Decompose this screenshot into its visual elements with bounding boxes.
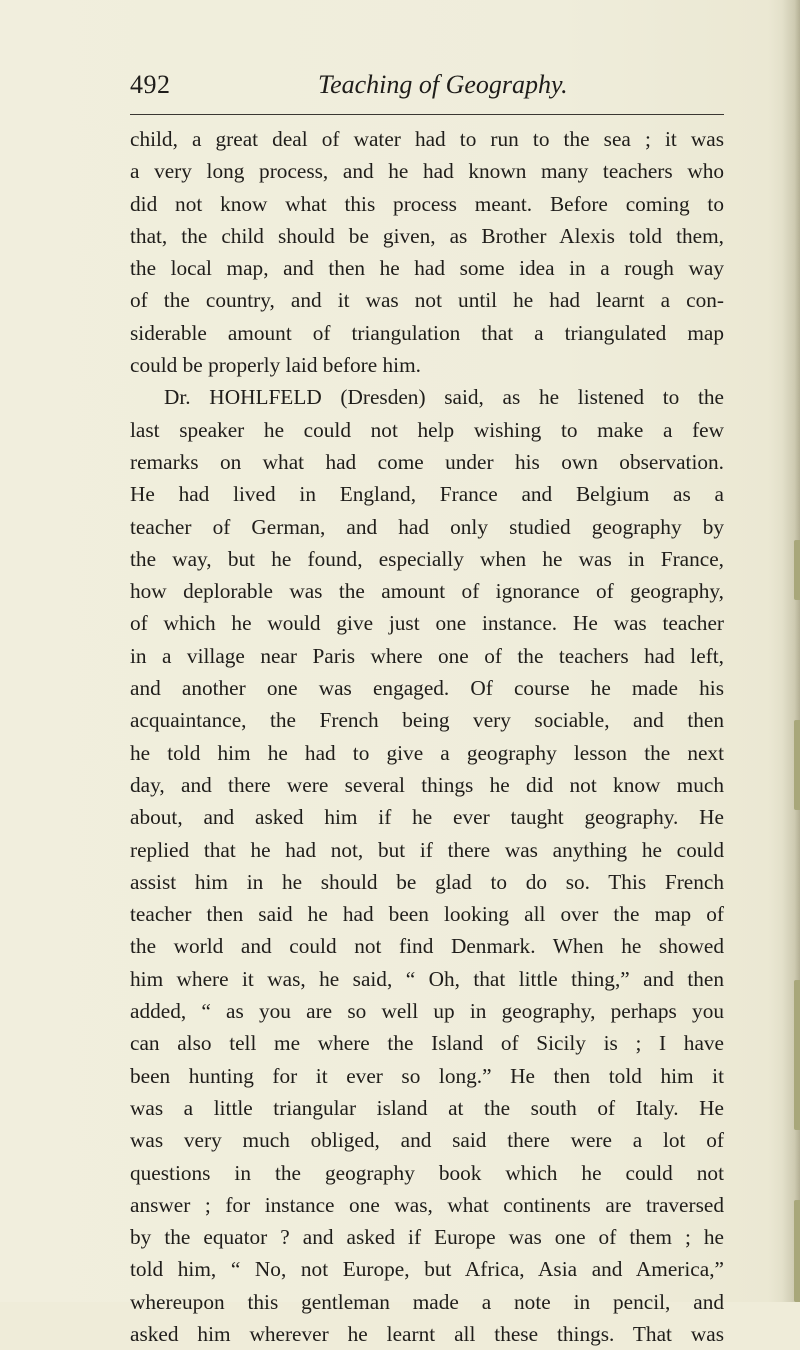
page-header: [130, 70, 720, 106]
page-edge-mark: [794, 540, 800, 600]
text-line: of the country, and it was not until he had learnt a con-: [130, 288, 724, 313]
text-line: was very much obliged, and said there were a lot of: [130, 1128, 724, 1153]
text-line: how deplorable was the amount of ignorance of geography,: [130, 579, 724, 604]
page-edge-mark: [794, 720, 800, 810]
text-line: the world and could not find Denmark. When he showed: [130, 934, 724, 959]
text-line: teacher then said he had been looking all over the map of: [130, 902, 724, 927]
text-line: can also tell me where the Island of Sicily is ; I have: [130, 1031, 724, 1056]
text-line: the local map, and then he had some idea in a rough way: [130, 256, 724, 281]
text-line: added, “ as you are so well up in geography, perhaps you: [130, 999, 724, 1024]
page-edge-mark: [794, 1200, 800, 1302]
paragraph-start-line: Dr. HOHLFELD (Dresden) said, as he listened to the: [164, 385, 724, 410]
text-line: and another one was engaged. Of course he made his: [130, 676, 724, 701]
text-line: teacher of German, and had only studied geography by: [130, 514, 724, 539]
text-line: could be properly laid before him.: [130, 353, 421, 378]
text-line: remarks on what had come under his own observation.: [130, 449, 724, 474]
text-line: asked him wherever he learnt all these things. That was: [130, 1321, 724, 1346]
page-number: 492: [130, 70, 171, 99]
text-line: answer ; for instance one was, what continents are traversed: [130, 1192, 724, 1217]
text-line: in a village near Paris where one of the teachers had left,: [130, 643, 724, 668]
text-line: was a little triangular island at the south of Italy. He: [130, 1095, 724, 1120]
page-edge-mark: [794, 980, 800, 1130]
text-line: him where it was, he said, “ Oh, that little thing,” and then: [130, 966, 724, 991]
text-line: He had lived in England, France and Belgium as a: [130, 482, 724, 507]
text-line: assist him in he should be glad to do so. This French: [130, 869, 724, 894]
text-line: that, the child should be given, as Brother Alexis told them,: [130, 223, 724, 248]
running-title: Teaching of Geography.: [318, 70, 568, 99]
text-line: told him, “ No, not Europe, but Africa, Asia and America,”: [130, 1257, 724, 1282]
text-line: child, a great deal of water had to run to the sea ; it was: [130, 127, 724, 151]
text-line: replied that he had not, but if there was anything he could: [130, 837, 724, 862]
text-line: siderable amount of triangulation that a triangulated map: [130, 320, 724, 345]
text-line: questions in the geography book which he could not: [130, 1160, 724, 1185]
text-line: about, and asked him if he ever taught geography. He: [130, 805, 724, 830]
text-line: by the equator ? and asked if Europe was one of them ; he: [130, 1225, 724, 1250]
text-line: been hunting for it ever so long.” He then told him it: [130, 1063, 724, 1088]
header-rule: [130, 114, 724, 115]
body-text: [130, 123, 724, 1350]
text-line: did not know what this process meant. Before coming to: [130, 191, 724, 216]
text-line: the way, but he found, especially when he was in France,: [130, 546, 724, 571]
text-line: whereupon this gentleman made a note in pencil, and: [130, 1289, 724, 1314]
text-line: a very long process, and he had known many teachers who: [130, 159, 724, 184]
text-line: he told him he had to give a geography lesson the next: [130, 740, 724, 765]
text-line: last speaker he could not help wishing to make a few: [130, 417, 724, 442]
text-line: acquaintance, the French being very sociable, and then: [130, 708, 724, 733]
text-line: of which he would give just one instance. He was teacher: [130, 611, 724, 636]
text-line: day, and there were several things he did not know much: [130, 772, 724, 797]
